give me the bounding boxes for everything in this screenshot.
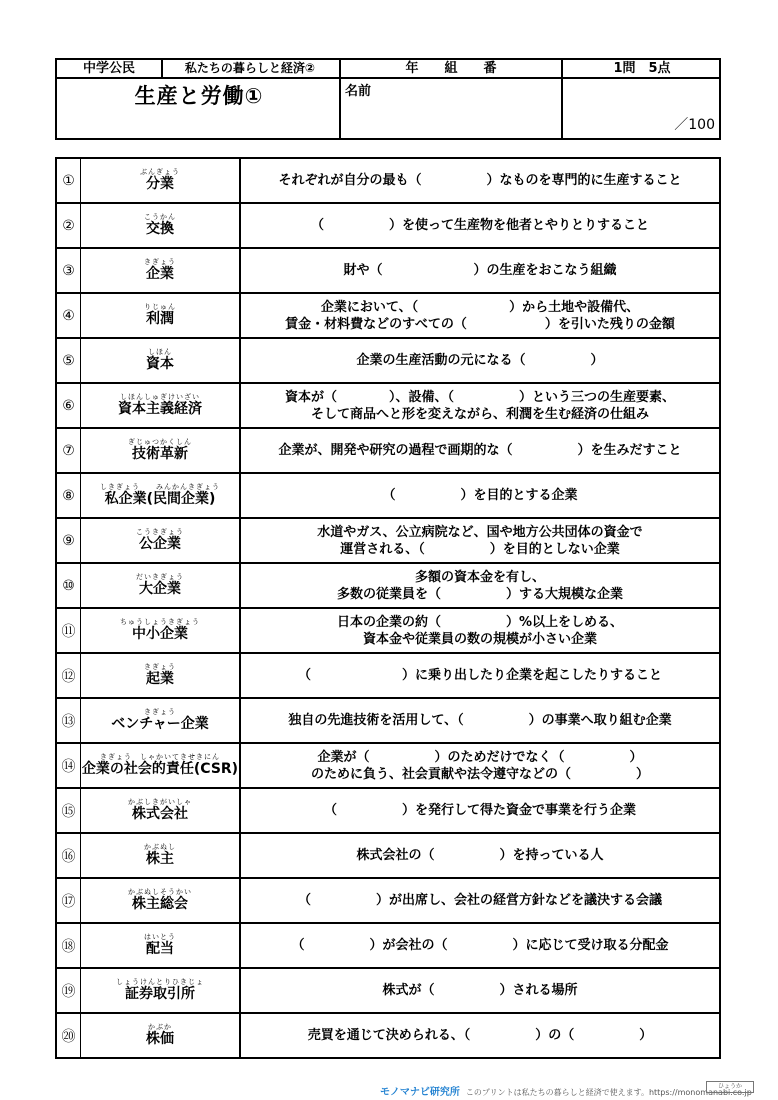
term-cell (81, 834, 241, 877)
question-row (57, 1012, 719, 1057)
description-line: （ ）を使って生産物を他者とやりとりすること (310, 218, 649, 233)
description-line: （ ）を目的とする企業 (382, 488, 578, 503)
question-number: ⑥ (57, 384, 81, 427)
question-row (57, 472, 719, 517)
question-row (57, 562, 719, 607)
term-ruby: しょうけんとりひきじょ (116, 978, 204, 986)
question-row (57, 247, 719, 292)
question-number: ③ (57, 249, 81, 292)
term-ruby: ぶんぎょう (140, 168, 180, 176)
description-cell (241, 969, 719, 1012)
description-line: 企業の生産活動の元になる（ ） (356, 353, 604, 368)
question-number: ⑨ (57, 519, 81, 562)
score-total: ／100 (674, 117, 715, 133)
term-word: 公企業 (139, 536, 181, 552)
publisher-logo: モノマナビ研究所 (380, 1087, 460, 1098)
term-ruby: しほん (148, 348, 172, 356)
term-word: 証券取引所 (125, 986, 195, 1002)
description-line: （ ）が出席し、会社の経営方針などを議決する会議 (297, 893, 662, 908)
term-ruby: ぎじゅつかくしん (128, 438, 192, 446)
description-line: のために負う、社会貢献や法令遵守などの（ ） (310, 766, 649, 782)
description-line: （ ）が会社の（ ）に応じて受け取る分配金 (291, 938, 669, 953)
question-row (57, 427, 719, 472)
question-number: ⑫ (57, 654, 81, 697)
term-ruby: かぶしきがいしゃ (128, 798, 192, 806)
term-cell (81, 564, 241, 607)
term-word: 起業 (146, 671, 174, 687)
term-ruby: かぶぬし (144, 843, 176, 851)
term-cell (81, 474, 241, 517)
description-line: 企業が（ ）のためだけでなく（ ） (317, 749, 643, 765)
description-cell (241, 249, 719, 292)
question-row (57, 787, 719, 832)
question-row (57, 382, 719, 427)
question-number: ① (57, 159, 81, 202)
question-row (57, 967, 719, 1012)
description-line: 多数の従業員を（ ）する大規模な企業 (336, 586, 623, 602)
term-word: ベンチャー企業 (111, 716, 209, 732)
question-row (57, 517, 719, 562)
question-table (55, 157, 721, 1059)
term-ruby: だいきぎょう (136, 573, 184, 581)
description-line: 多額の資本金を有し、 (414, 569, 545, 585)
description-line: 売買を通じて決められる、（ ）の（ ） (307, 1028, 653, 1043)
description-cell (241, 519, 719, 562)
term-cell (81, 744, 241, 787)
description-cell (241, 564, 719, 607)
footer (380, 1083, 752, 1098)
footer-text: このプリントは私たちの暮らしと経済で使えます。https://monomanabi.co.jp (465, 1088, 752, 1097)
description-cell (241, 429, 719, 472)
subject-label: 中学公民 (82, 61, 135, 76)
question-number: ⑤ (57, 339, 81, 382)
term-word: 私企業(民間企業) (104, 491, 216, 507)
question-number: ⑯ (57, 834, 81, 877)
term-ruby: しきぎょう みんかんきぎょう (100, 483, 220, 491)
question-number: ② (57, 204, 81, 247)
description-cell (241, 879, 719, 922)
question-number: ⑮ (57, 789, 81, 832)
term-ruby: かぶぬしそうかい (128, 888, 192, 896)
description-line: 資本が（ ）、設備、（ ）という三つの生産要素、 (284, 389, 675, 405)
term-cell (81, 294, 241, 337)
term-word: 株価 (146, 1031, 174, 1047)
question-row (57, 697, 719, 742)
term-cell (81, 384, 241, 427)
description-cell (241, 159, 719, 202)
description-line: 企業が、開発や研究の過程で画期的な（ ）を生みだすこと (278, 443, 682, 458)
description-cell (241, 609, 719, 652)
term-cell (81, 969, 241, 1012)
description-line: 賃金・材料費などのすべての（ ）を引いた残りの金額 (285, 316, 675, 332)
term-cell (81, 924, 241, 967)
term-word: 技術革新 (132, 446, 188, 462)
question-number: ④ (57, 294, 81, 337)
description-cell (241, 474, 719, 517)
question-row (57, 832, 719, 877)
term-cell (81, 609, 241, 652)
description-cell (241, 789, 719, 832)
description-line: 企業において、（ ）から土地や設備代、 (320, 299, 640, 315)
question-row (57, 607, 719, 652)
description-cell (241, 1014, 719, 1057)
question-number: ⑬ (57, 699, 81, 742)
term-cell (81, 429, 241, 472)
question-row (57, 877, 719, 922)
description-cell (241, 384, 719, 427)
page-title: 生産と労働① (134, 84, 264, 108)
description-cell (241, 294, 719, 337)
description-cell (241, 744, 719, 787)
footer-box: ひょうか (706, 1081, 754, 1093)
term-ruby: りじゅん (144, 303, 176, 311)
term-ruby: ちゅうしょうきぎょう (120, 618, 200, 626)
term-cell (81, 249, 241, 292)
term-word: 企業 (146, 266, 174, 282)
question-row (57, 202, 719, 247)
class-line: 年 組 番 (405, 61, 497, 76)
question-row (57, 292, 719, 337)
term-cell (81, 519, 241, 562)
description-line: （ ）に乗り出したり企業を起こしたりすること (297, 668, 662, 683)
question-number: ⑱ (57, 924, 81, 967)
term-ruby: はいとう (144, 933, 176, 941)
question-number: ⑦ (57, 429, 81, 472)
term-word: 資本 (146, 356, 174, 372)
question-number: ⑩ (57, 564, 81, 607)
points-per-question: 1問 5点 (613, 61, 671, 76)
description-line: 水道やガス、公立病院など、国や地方公共団体の資金で (317, 524, 643, 540)
question-number: ⑧ (57, 474, 81, 517)
question-row (57, 742, 719, 787)
term-cell (81, 654, 241, 697)
term-ruby: きぎょう しゃかいてきせきにん (100, 753, 220, 761)
description-line: 資本金や従業員の数の規模が小さい企業 (362, 631, 597, 647)
question-row (57, 159, 719, 202)
description-cell (241, 654, 719, 697)
term-word: 株式会社 (132, 806, 188, 822)
term-ruby: こうきぎょう (136, 528, 184, 536)
description-line: 株式会社の（ ）を持っている人 (356, 848, 604, 863)
term-cell (81, 699, 241, 742)
question-row (57, 922, 719, 967)
term-word: 配当 (146, 941, 174, 957)
term-cell (81, 204, 241, 247)
worksheet-header (55, 58, 721, 140)
term-word: 資本主義経済 (118, 401, 202, 417)
description-line: 独自の先進技術を活用して、（ ）の事業へ取り組む企業 (288, 713, 672, 728)
description-line: （ ）を発行して得た資金で事業を行う企業 (323, 803, 636, 818)
term-ruby: かぶか (148, 1023, 172, 1031)
question-number: ⑰ (57, 879, 81, 922)
term-word: 株主総会 (132, 896, 188, 912)
term-cell (81, 159, 241, 202)
term-ruby: こうかん (144, 213, 176, 221)
question-row (57, 652, 719, 697)
question-number: ⑪ (57, 609, 81, 652)
term-ruby: きぎょう (144, 708, 176, 716)
description-line: そして商品へと形を変えながら、利潤を生む経済の仕組み (310, 406, 649, 422)
description-line: 運営される、（ ）を目的としない企業 (340, 541, 620, 557)
description-line: 株式が（ ）される場所 (382, 983, 578, 998)
term-cell (81, 789, 241, 832)
term-word: 交換 (146, 221, 174, 237)
name-label: 名前 (345, 84, 372, 99)
term-word: 利潤 (146, 311, 174, 327)
description-line: 財や（ ）の生産をおこなう組織 (343, 263, 617, 278)
term-word: 企業の社会的責任(CSR) (81, 761, 239, 777)
description-cell (241, 204, 719, 247)
unit-label: 私たちの暮らしと経済② (184, 61, 316, 75)
term-ruby: しほんしゅぎけいざい (120, 393, 200, 401)
header-divider (57, 77, 719, 79)
description-cell (241, 699, 719, 742)
question-number: ⑳ (57, 1014, 81, 1057)
question-number: ⑭ (57, 744, 81, 787)
term-cell (81, 879, 241, 922)
term-ruby: きぎょう (144, 663, 176, 671)
term-cell (81, 339, 241, 382)
description-line: 日本の企業の約（ ）%以上をしめる、 (336, 614, 624, 630)
term-cell (81, 1014, 241, 1057)
term-ruby: きぎょう (144, 258, 176, 266)
term-word: 中小企業 (132, 626, 188, 642)
term-word: 株主 (146, 851, 174, 867)
description-cell (241, 339, 719, 382)
description-line: それぞれが自分の最も（ ）なものを専門的に生産すること (278, 173, 682, 188)
description-cell (241, 834, 719, 877)
term-word: 大企業 (139, 581, 181, 597)
question-row (57, 337, 719, 382)
description-cell (241, 924, 719, 967)
term-word: 分業 (146, 176, 174, 192)
question-number: ⑲ (57, 969, 81, 1012)
